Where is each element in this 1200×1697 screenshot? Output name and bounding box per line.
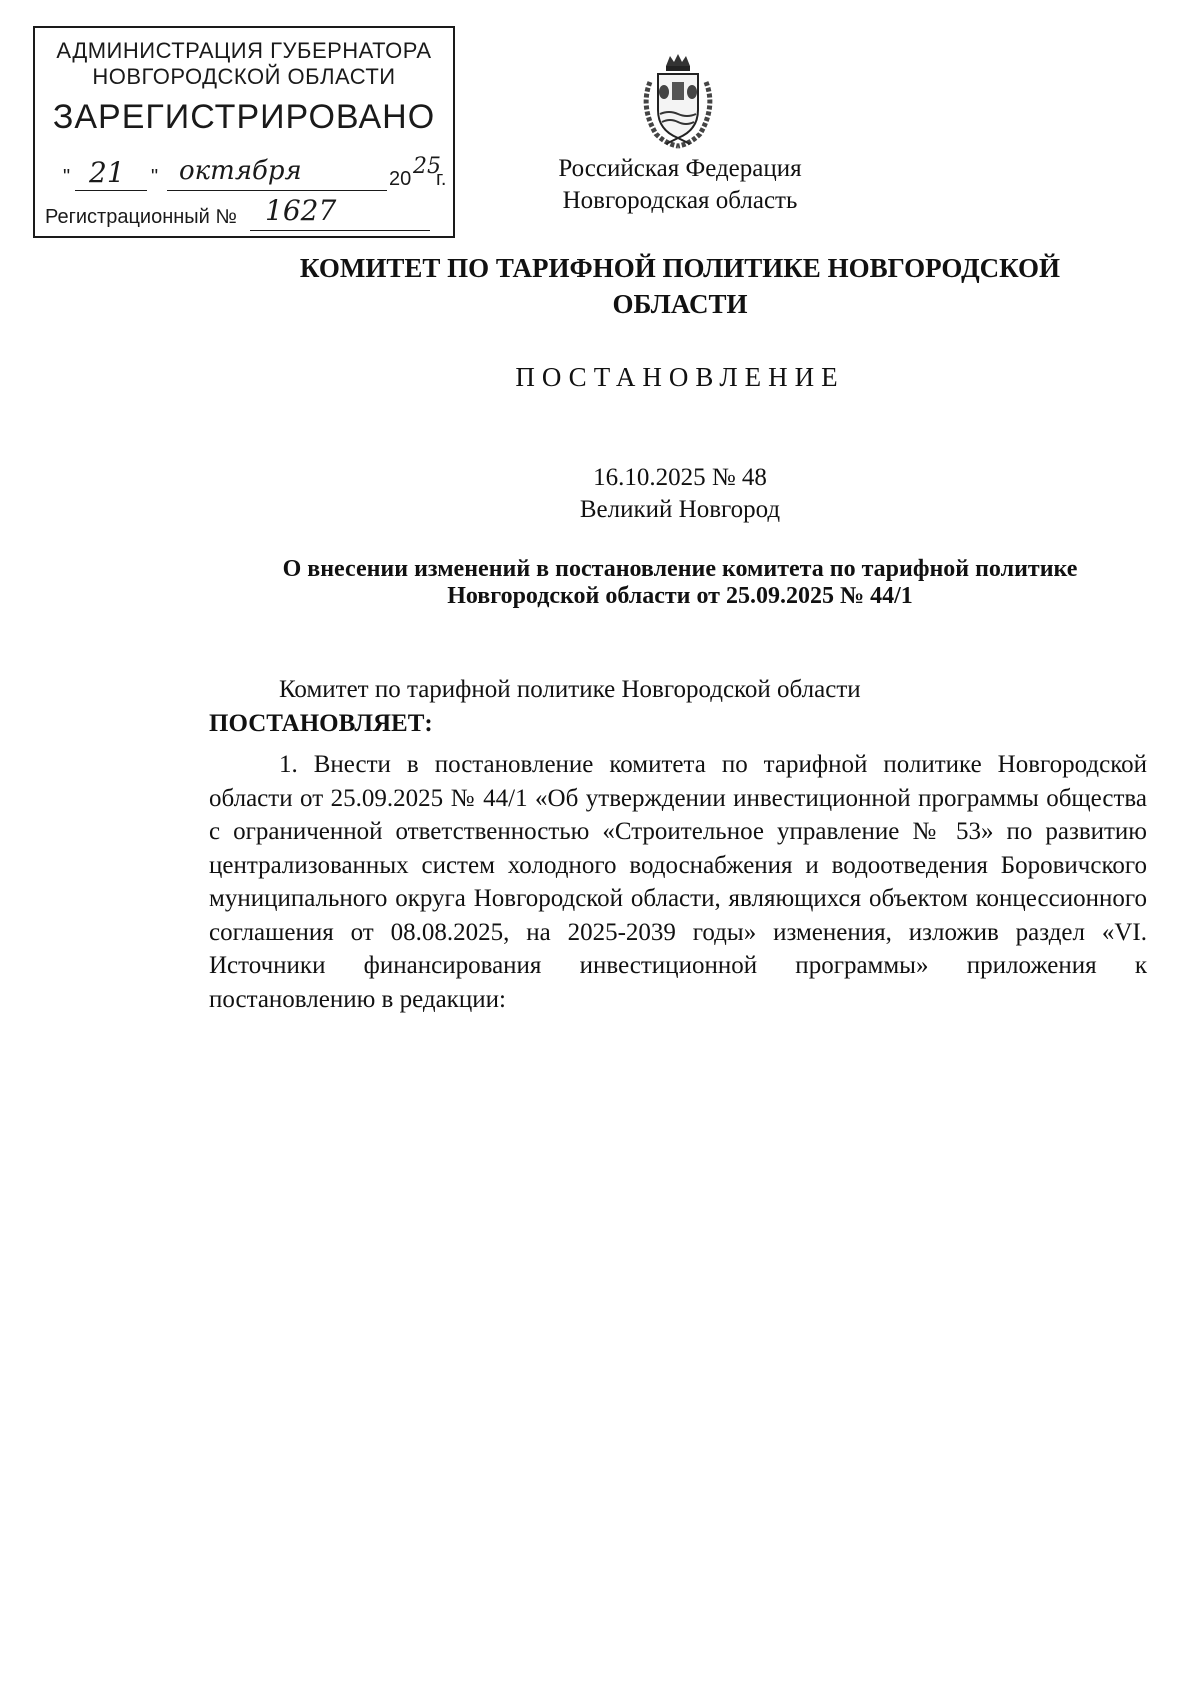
stamp-reg-label: Регистрационный № bbox=[45, 206, 237, 228]
stamp-reg-number: 1627 bbox=[265, 194, 337, 227]
header-region: Новгородская область bbox=[562, 187, 798, 214]
header-country: Российская Федерация bbox=[558, 155, 802, 182]
document-date-number: 16.10.2025 № 48 bbox=[593, 464, 767, 491]
stamp-quote-close: " bbox=[151, 166, 159, 188]
stamp-month: октября bbox=[179, 156, 302, 186]
stamp-quote-open: " bbox=[63, 166, 71, 188]
committee-title: КОМИТЕТ ПО ТАРИФНОЙ ПОЛИТИКЕ НОВГОРОДСКОЙ ОБЛАСТИ bbox=[299, 253, 1061, 319]
stamp-number-underline bbox=[250, 230, 430, 231]
stamp-year-abbr: г. bbox=[436, 168, 447, 190]
document-subject: О внесении изменений в постановление комитета по тарифной политике Новгородской области от 25.09.2025 № 44/1 bbox=[282, 556, 1078, 609]
document-type: ПОСТАНОВЛЕНИЕ bbox=[515, 362, 845, 392]
stamp-day: 21 bbox=[89, 156, 125, 189]
intro-line: Комитет по тарифной политике Новгородской области bbox=[279, 676, 861, 703]
resolves-heading: ПОСТАНОВЛЯЕТ: bbox=[209, 710, 433, 737]
stamp-org-line2: НОВГОРОДСКОЙ ОБЛАСТИ bbox=[92, 64, 396, 89]
document-city: Великий Новгород bbox=[579, 496, 781, 523]
stamp-org-line1: АДМИНИСТРАЦИЯ ГУБЕРНАТОРА bbox=[56, 38, 432, 63]
paragraph-1: 1. Внести в постановление комитета по тарифной политике Новгородской области от 25.09.2025 № 44/1 «Об утверждении инвестиционной программы общества с ограниченной ответственностью «Строительное управление № 53» по развитию централизованных систем холодного водоснабжения и водоотведения Боровичского муниципального округа Новгородской области, являющихся объектом концессионного соглашения от 08.08.2025, на 2025-2039 годы» изменения, изложив раздел «VI. Источники финансирования инвестиционной программы» приложения к постановлению в редакции: bbox=[209, 751, 1147, 1013]
novgorod-coat-of-arms-icon bbox=[636, 52, 720, 150]
stamp-registered: ЗАРЕГИСТРИРОВАНО bbox=[52, 98, 436, 136]
stamp-year-suffix: 25 bbox=[413, 154, 441, 179]
stamp-year-prefix: 20 bbox=[389, 168, 412, 190]
